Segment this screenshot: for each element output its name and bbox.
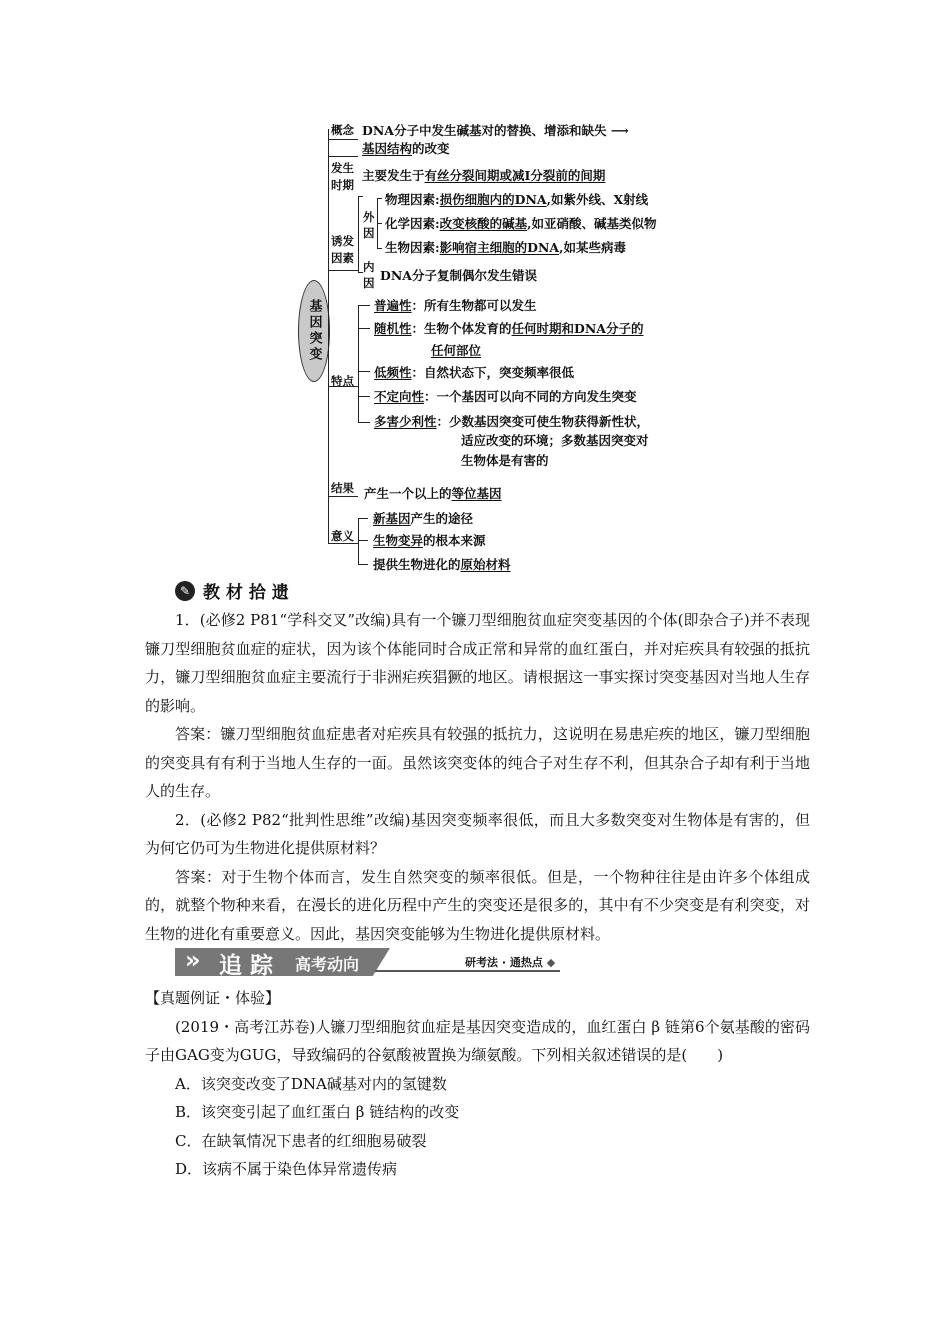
- cause-internal: DNA分子复制偶尔发生错误: [380, 268, 537, 283]
- features-label: 特点: [331, 374, 354, 388]
- concept-text-line2: 基因结构的改变: [362, 141, 450, 156]
- option-b: B．该突变引起了血红蛋白 β 链结构的改变: [175, 1103, 460, 1121]
- section-title: [175, 578, 289, 603]
- concept-label: 概念: [331, 123, 354, 137]
- result-label: 结果: [331, 481, 354, 495]
- feature-harmful-line2: 适应改变的环境；多数基因突变对: [461, 433, 649, 448]
- mindmap-center: [298, 280, 330, 382]
- banner-sub: 高考动向: [295, 955, 360, 974]
- banner-right: 研考法 · 通热点 ◆: [465, 956, 556, 969]
- exam-block: [145, 984, 810, 1184]
- feature-universal: 普遍性：所有生物都可以发生: [374, 298, 537, 313]
- option-a: A．该突变改变了DNA碱基对内的氢键数: [175, 1074, 447, 1093]
- feature-random-line2: 任何部位: [431, 343, 482, 358]
- banner-main: 追 踪: [219, 953, 274, 979]
- external-label-2: 因: [363, 226, 375, 240]
- internal-label-2: 因: [363, 276, 375, 290]
- meaning-label: 意义: [331, 529, 354, 543]
- feature-low-frequency: 低频性：自然状态下，突变频率很低: [374, 365, 575, 380]
- cause-biological: 生物因素:影响宿主细胞的DNA,如某些病毒: [385, 240, 626, 255]
- exam-stem: (2019・高考江苏卷)人镰刀型细胞贫血症是基因突变造成的，血红蛋白 β 链第6个氨基酸的密码子由GAG变为GUG，导致编码的谷氨酸被置换为缬氨酸。下列相关叙述错误的是( ): [145, 1017, 810, 1064]
- q2-text: 2．(必修2 P82“批判性思维”改编)基因突变频率很低，而且大多数突变对生物体是有害的，但为何它仍可为生物进化提供原材料？: [145, 810, 810, 857]
- causes-label-2: 因素: [331, 251, 354, 265]
- q2-answer: 答案：对于生物个体而言，发生自然突变的频率很低。但是，一个物种往往是由许多个体组成的，就整个物种来看，在漫长的进化历程中产生的突变还是很多的，其中有不少突变是有利突变，对生物的进化有重要意义。因此，基因突变能够为生物进化提供原材料。: [145, 867, 810, 943]
- result-text: 产生一个以上的等位基因: [364, 486, 502, 501]
- meaning-1: 新基因产生的途径: [373, 511, 474, 526]
- q1-block: [145, 606, 810, 948]
- section-title-text: 教 材 拾 遗: [203, 583, 289, 603]
- meaning-3: 提供生物进化的原始材料: [373, 557, 511, 572]
- option-c: C．在缺氧情况下患者的红细胞易破裂: [175, 1131, 427, 1150]
- timing-label-2: 时期: [331, 178, 354, 192]
- double-chevron-icon: »: [185, 946, 201, 974]
- option-d: D．该病不属于染色体异常遗传病: [175, 1160, 398, 1178]
- meaning-2: 生物变异的根本来源: [373, 533, 486, 548]
- internal-label-1: 内: [363, 260, 375, 274]
- diamond-icon: ◆: [546, 956, 556, 969]
- banner: [175, 946, 560, 979]
- cause-physical: 物理因素:损伤细胞内的DNA,如紫外线、X射线: [385, 192, 649, 207]
- feature-random: 随机性：生物个体发育的任何时期和DNA分子的: [374, 321, 644, 336]
- concept-text: DNA分子中发生碱基对的替换、增添和缺失 ⟶: [362, 123, 629, 138]
- q1-answer: 答案：镰刀型细胞贫血症患者对疟疾具有较强的抵抗力，这说明在易患疟疾的地区，镰刀型细胞的突变具有有利于当地人生存的一面。虽然该突变体的纯合子对生存不利，但其杂合子却有利于当地人的生存。: [145, 725, 810, 800]
- external-label-1: 外: [363, 210, 375, 224]
- mindmap-center-label: 基因突变: [306, 299, 322, 363]
- book-icon: ✎: [175, 581, 195, 601]
- exam-heading: 【真题例证・体验】: [145, 989, 281, 1007]
- causes-label-1: 诱发: [331, 234, 354, 248]
- feature-harmful-line3: 生物体是有害的: [461, 453, 549, 468]
- q1-text: 1．(必修2 P81“学科交叉”改编)具有一个镰刀型细胞贫血症突变基因的个体(即杂合子)并不表现镰刀型细胞贫血症的症状，因为该个体能同时合成正常和异常的血红蛋白，并对疟疾具有较强的抵抗力，镰刀型细胞贫血症主要流行于非洲疟疾猖獗的地区。请根据这一事实探讨突变基因对当地人生存的影响。: [145, 611, 810, 715]
- feature-undirected: 不定向性：一个基因可以向不同的方向发生突变: [374, 389, 637, 404]
- cause-chemical: 化学因素:改变核酸的碱基,如亚硝酸、碱基类似物: [385, 216, 657, 231]
- feature-harmful: 多害少利性：少数基因突变可使生物获得新性状，: [374, 414, 650, 429]
- timing-text: 主要发生于有丝分裂间期或减Ⅰ分裂前的间期: [362, 168, 606, 183]
- timing-label-1: 发生: [331, 161, 354, 175]
